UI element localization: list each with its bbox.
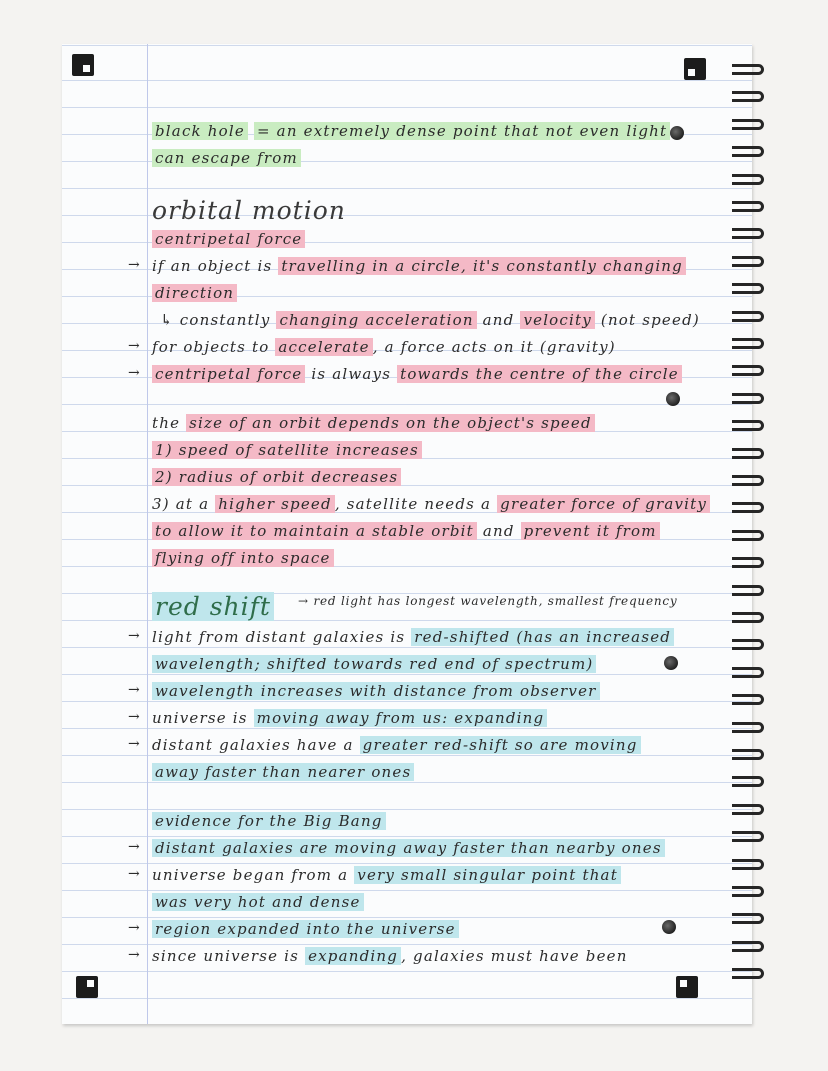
spiral-coil <box>732 201 764 212</box>
bigbang-line: region expanded into the universe <box>152 920 459 939</box>
spiral-coil <box>732 283 764 294</box>
spiral-binding <box>728 64 772 1004</box>
redshift-line: distant galaxies have a greater red-shift so are moving <box>152 736 641 755</box>
term-black-hole: black hole <box>152 122 248 140</box>
bullet-arrow: → <box>128 947 140 963</box>
spiral-coil <box>732 886 764 897</box>
bigbang-line: since universe is expanding , galaxies must have been <box>152 947 628 965</box>
bigbang-line: was very hot and dense <box>152 893 364 912</box>
bullet-arrow: → <box>128 709 140 725</box>
spiral-coil <box>732 119 764 130</box>
spiral-coil <box>732 256 764 267</box>
spiral-coil <box>732 311 764 322</box>
spiral-coil <box>732 557 764 568</box>
heading-big-bang: evidence for the Big Bang <box>152 812 386 831</box>
scan-corner-marker <box>684 58 706 80</box>
heading-red-shift: red shift <box>152 592 274 621</box>
bullet-arrow: → <box>128 839 140 855</box>
spiral-coil <box>732 941 764 952</box>
orbital-line: centripetal force is always towards the centre of the circle <box>152 365 682 384</box>
spiral-coil <box>732 639 764 650</box>
spiral-coil <box>732 338 764 349</box>
punch-hole <box>662 920 676 934</box>
redshift-line: wavelength increases with distance from observer <box>152 682 600 701</box>
orbital-line: flying off into space <box>152 549 334 568</box>
bullet-arrow: → <box>128 682 140 698</box>
spiral-coil <box>732 530 764 541</box>
spiral-coil <box>732 804 764 815</box>
definition-line-1 <box>152 122 670 141</box>
orbital-line: 1) speed of satellite increases <box>152 441 422 460</box>
spiral-coil <box>732 91 764 102</box>
spiral-coil <box>732 859 764 870</box>
spiral-coil <box>732 776 764 787</box>
red-shift-note: → red light has longest wavelength, smallest frequency <box>298 594 678 608</box>
bullet-arrow: → <box>128 866 140 882</box>
spiral-coil <box>732 365 764 376</box>
bullet-arrow: → <box>128 736 140 752</box>
orbital-line: ↳ constantly changing acceleration and velocity (not speed) <box>160 311 700 329</box>
redshift-line: wavelength; shifted towards red end of spectrum) <box>152 655 596 674</box>
orbital-line: for objects to accelerate , a force acts on it (gravity) <box>152 338 616 356</box>
spiral-coil <box>732 722 764 733</box>
definition-text: can escape from <box>152 149 301 167</box>
spiral-coil <box>732 64 764 75</box>
spiral-coil <box>732 749 764 760</box>
redshift-line: light from distant galaxies is red-shifted (has an increased <box>152 628 674 647</box>
spiral-coil <box>732 174 764 185</box>
bigbang-line: distant galaxies are moving away faster than nearby ones <box>152 839 665 858</box>
punch-hole <box>670 126 684 140</box>
redshift-line: universe is moving away from us: expanding <box>152 709 547 728</box>
spiral-coil <box>732 502 764 513</box>
punch-hole <box>666 392 680 406</box>
redshift-line: away faster than nearer ones <box>152 763 414 782</box>
bullet-arrow: → <box>128 365 140 381</box>
heading-orbital-motion: orbital motion <box>152 196 346 225</box>
spiral-coil <box>732 968 764 979</box>
scan-corner-marker <box>676 976 698 998</box>
spiral-coil <box>732 612 764 623</box>
orbital-line: 3) at a higher speed , satellite needs a greater force of gravity <box>152 495 710 514</box>
spiral-coil <box>732 393 764 404</box>
definition-line-2 <box>152 149 301 168</box>
orbital-line: 2) radius of orbit decreases <box>152 468 401 487</box>
spiral-coil <box>732 420 764 431</box>
orbital-line: direction <box>152 284 237 303</box>
bullet-arrow: → <box>128 920 140 936</box>
spiral-coil <box>732 667 764 678</box>
sub-arrow: ↳ <box>160 311 174 329</box>
punch-hole <box>664 656 678 670</box>
orbital-line: to allow it to maintain a stable orbit and prevent it from <box>152 522 660 541</box>
spiral-coil <box>732 475 764 486</box>
spiral-coil <box>732 146 764 157</box>
scan-corner-marker <box>72 54 94 76</box>
bigbang-line: universe began from a very small singular point that <box>152 866 621 885</box>
bullet-arrow: → <box>128 628 140 644</box>
orbital-line: centripetal force <box>152 230 305 249</box>
spiral-coil <box>732 694 764 705</box>
margin-line <box>147 44 148 1024</box>
spiral-coil <box>732 228 764 239</box>
orbital-line: if an object is travelling in a circle, it's constantly changing <box>152 257 686 276</box>
orbital-line: the size of an orbit depends on the object's speed <box>152 414 595 433</box>
definition-text: = an extremely dense point that not even light <box>254 122 670 140</box>
spiral-coil <box>732 448 764 459</box>
scan-corner-marker <box>76 976 98 998</box>
spiral-coil <box>732 913 764 924</box>
spiral-coil <box>732 585 764 596</box>
bullet-arrow: → <box>128 257 140 273</box>
bullet-arrow: → <box>128 338 140 354</box>
spiral-coil <box>732 831 764 842</box>
